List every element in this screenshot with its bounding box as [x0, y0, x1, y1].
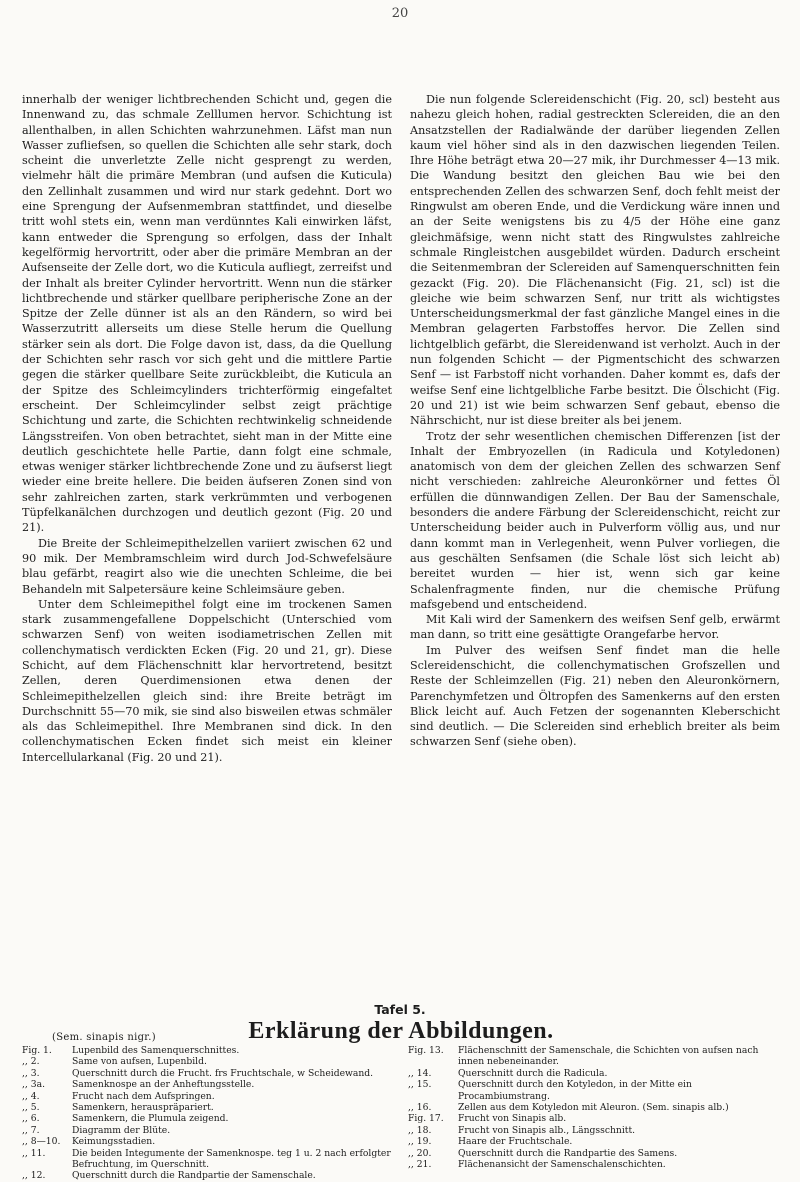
- plate-title: Erklärung der Abbildungen.: [248, 1018, 554, 1044]
- legend-entry-number: ,, 14.: [408, 1067, 432, 1079]
- legend-entry: [22, 1136, 394, 1147]
- legend-entry-number: ,, 8—10.: [22, 1136, 61, 1148]
- legend-entry-text: Keimungsstadien.: [72, 1136, 156, 1148]
- legend-entry-text: Frucht von Sinapis alb., Längsschnitt.: [458, 1124, 636, 1136]
- legend-entry-text: Samenkern, herauspräpariert.: [72, 1102, 214, 1114]
- page-number: 20: [391, 6, 409, 21]
- legend-entry-number: ,, 5.: [22, 1102, 40, 1114]
- legend-entry: [22, 1170, 394, 1181]
- plate-heading: Tafel 5.: [374, 1002, 426, 1017]
- body-text: [22, 92, 780, 765]
- legend-entry-number: ,, 2.: [22, 1056, 40, 1068]
- legend-entry: [408, 1148, 780, 1159]
- plate-subtitle: (Sem. sinapis nigr.): [52, 1032, 156, 1043]
- legend-entry-text: Flächenansicht der Samenschalenschichten.: [458, 1159, 666, 1171]
- legend-entry-text: Frucht nach dem Aufspringen.: [72, 1090, 215, 1102]
- legend-entry-text: Querschnitt durch die Randpartie des Samens.: [458, 1147, 678, 1159]
- legend-entry: [408, 1125, 780, 1136]
- legend-right-column: [408, 1045, 780, 1182]
- legend-entry-text: Querschnitt durch den Kotyledon, in der Mitte ein Procambiumstrang.: [458, 1079, 692, 1102]
- legend-entry-number: Fig. 13.: [408, 1045, 444, 1056]
- legend-entry: [22, 1045, 394, 1056]
- legend-entry-text: Flächenschnitt der Samenschale, die Schichten von aufsen nach innen nebeneinander.: [458, 1045, 759, 1068]
- legend-entry: [408, 1068, 780, 1079]
- legend-entry-number: ,, 16.: [408, 1102, 432, 1114]
- paragraph: Im Pulver des weifsen Senf findet man die helle Sclereidenschicht, die collenchymatischen Grofszellen und Reste der Schleimzellen (Fig. 21) neben den Aleuronkörnern, Parenchymfetzen und Öltropfen des Samenkerns auf den ersten Blick leicht auf. Auch Fetzen der sogenannten Kleberschicht sind deutlich. — Die Sclereiden sind erheblich breiter als beim schwarzen Senf (siehe oben).: [410, 643, 780, 749]
- paragraph: Unter dem Schleimepithel folgt eine im trockenen Samen stark zusammengefallene Doppelschicht (Unterschied vom schwarzen Senf) von weiten isodiametrischen Zellen mit collenchymatisch verdickten Ecken (Fig. 20 und 21, gr). Diese Schicht, auf dem Flächenschnitt klar hervortretend, besitzt Zellen, deren Querdimensionen etwa denen der Schleimepithelzellen gleich sind: ihre Breite beträgt im Durchschnitt 55—70 mik, sie sind also bisweilen etwas schmäler als das Schleimepithel. Ihre Membranen sind dick. In den collenchymatischen Ecken findet sich meist ein kleiner Intercellularkanal (Fig. 20 und 21).: [22, 597, 392, 764]
- legend-entry: [22, 1125, 394, 1136]
- legend-entry-number: ,, 11.: [22, 1147, 46, 1159]
- paragraph: Mit Kali wird der Samenkern des weifsen Senf gelb, erwärmt man dann, so tritt eine gesättigte Orangefarbe hervor.: [410, 613, 780, 642]
- legend-entry: [22, 1148, 394, 1171]
- legend-entry-number: ,, 20.: [408, 1147, 432, 1159]
- legend-entry: [408, 1102, 780, 1113]
- legend-left-column: [22, 1045, 394, 1182]
- legend-entry-number: ,, 21.: [408, 1159, 432, 1171]
- plate-title-row: [22, 1019, 780, 1045]
- legend-entry-number: ,, 3.: [22, 1067, 40, 1079]
- legend-entry-text: Haare der Fruchtschale.: [458, 1136, 573, 1148]
- legend-entry-number: ,, 6.: [22, 1113, 40, 1125]
- legend-entry-number: ,, 15.: [408, 1079, 432, 1091]
- legend-entry-number: ,, 4.: [22, 1090, 40, 1102]
- legend-entry: [408, 1159, 780, 1170]
- legend-entry-text: Same von aufsen, Lupenbild.: [72, 1056, 207, 1068]
- right-column: [410, 92, 780, 765]
- paragraph: Trotz der sehr wesentlichen chemischen Differenzen [ist der Inhalt der Embryozellen (in Radicula und Kotyledonen) anatomisch von dem der gleichen Zellen des schwarzen Senf nicht verschieden: zahlreiche Aleuronkörner und fettes Öl erfüllen die dünnwandigen Zellen. Der Bau der Samenschale, besonders die andere Färbung der Sclereidenschicht, reicht zur Unterscheidung beider auch in Pulverform völlig aus, und nur dann kommt man in Verlegenheit, wenn Pulver vorliegen, die aus geschälten Senfsamen (die Schale löst sich leicht ab) bereitet wurden — hier ist, wenn sich gar keine Schalenfragmente finden, nur die chemische Prüfung mafsgebend und entscheidend.: [410, 429, 780, 611]
- paragraph: Die Breite der Schleimepithelzellen variiert zwischen 62 und 90 mik. Der Membramschleim wird durch Jod-Schwefelsäure blau gefärbt, reagirt also wie die unechten Schleime, die bei Behandeln mit Salpetersäure keine Schleimsäure geben.: [22, 536, 392, 596]
- legend-entry: [22, 1079, 394, 1090]
- legend-entry-text: Die beiden Integumente der Samenknospe. teg 1 u. 2 nach erfolgter Befruchtung, im Querschnitt.: [72, 1147, 391, 1171]
- legend-entry-number: ,, 18.: [408, 1124, 432, 1136]
- legend-entry-text: Querschnitt durch die Frucht. frs Fruchtschale, w Scheidewand.: [72, 1067, 374, 1079]
- legend-entry-text: Samenknospe an der Anheftungsstelle.: [72, 1079, 255, 1091]
- legend-entry: [22, 1113, 394, 1124]
- legend-entry: [22, 1091, 394, 1102]
- paragraph: Die nun folgende Sclereidenschicht (Fig. 20, scl) besteht aus nahezu gleich hohen, radial gestreckten Sclereiden, die an den Ansatzstellen der Radialwände der darüber liegenden Zellen kaum viel höher sind als in den dazwischen liegenden Teilen. Ihre Höhe beträgt etwa 20—27 mik, ihr Durchmesser 4—13 mik. Die Wandung besitzt den gleichen Bau wie bei den entsprechenden Zellen des schwarzen Senf, doch fehlt meist der Ringwulst am oberen Ende, und die Verdickung wäre innen und an der Seite wenigstens bis zu 4/5 der Höhe eine ganz gleichmäfsige, wenn nicht statt des Ringwulstes zahlreiche schmale Ringleistchen ausgebildet würden. Dadurch erscheint die Seitenmembran der Sclereiden auf Samenquerschnitten fein gezackt (Fig. 20). Die Flächenansicht (Fig. 21, scl) ist die gleiche wie beim schwarzen Senf, nur tritt als wichtigstes Unterscheidungsmerkmal der fast gänzliche Mangel eines in die Membran gelagerten Farbstoffes hervor. Die Zellen sind lichtgelblich gefärbt, die Slereidenwand ist verholzt. Auch in der nun folgenden Schicht — der Pigmentschicht des schwarzen Senf — ist Farbstoff nicht vorhanden. Daher kommt es, dafs der weifse Senf eine lichtgelbliche Farbe besitzt. Die Ölschicht (Fig. 20 und 21) ist wie beim schwarzen Senf gebaut, ebenso die Nährschicht, nur ist diese breiter als bei jenem.: [410, 93, 780, 428]
- legend-entry-number: ,, 12.: [22, 1170, 46, 1182]
- legend-entry-text: Frucht von Sinapis alb.: [458, 1113, 567, 1125]
- legend-entry-text: Diagramm der Blüte.: [72, 1124, 171, 1136]
- legend-entry-text: Samenkern, die Plumula zeigend.: [72, 1113, 229, 1125]
- legend-entry-number: ,, 3a.: [22, 1079, 46, 1091]
- legend-entry-text: Querschnitt durch die Radicula.: [458, 1067, 608, 1079]
- legend-entry: [22, 1068, 394, 1079]
- left-column: [22, 92, 392, 765]
- legend-entry-number: ,, 7.: [22, 1124, 40, 1136]
- legend-entry-text: Zellen aus dem Kotyledon mit Aleuron. (Sem. sinapis alb.): [458, 1102, 729, 1114]
- figure-legend: [22, 1045, 780, 1182]
- legend-entry: [22, 1102, 394, 1113]
- legend-entry-number: Fig. 1.: [22, 1045, 52, 1056]
- legend-entry-text: Lupenbild des Samenquerschnittes.: [72, 1045, 240, 1056]
- legend-entry-text: Querschnitt durch die Randpartie der Samenschale.: [72, 1170, 316, 1182]
- legend-entry-number: Fig. 17.: [408, 1113, 444, 1125]
- legend-entry: [408, 1113, 780, 1124]
- legend-entry: [408, 1045, 780, 1068]
- paragraph: innerhalb der weniger lichtbrechenden Schicht und, gegen die Innenwand zu, das schmale Zelllumen hervor. Schichtung ist allenthalben, in allen Schichten wahrzunehmen. Läfst man nun Wasser zufliefsen, so quellen die Schichten alle sehr stark, doch scheint die unverletzte Zelle nicht gesprengt zu werden, vielmehr hält die primäre Membran (und aufsen die Kuticula) den Zellinhalt zusammen und wird nur stark gedehnt. Dort wo eine Sprengung der Aufsenmembran stattfindet, und dieselbe tritt wohl stets ein, wenn man verdünntes Kali einwirken läfst, kann entweder die Sprengung so erfolgen, dass der Inhalt kegelförmig hervortritt, oder aber die primäre Membran an der Aufsenseite der Zelle dort, wo die Kuticula aufliegt, zerreifst und der Inhalt als breiter Cylinder hervortritt. Wenn nun die stärker lichtbrechende und stärker quellbare peripherische Zone an der Spitze der Zelle dünner ist als an den Rändern, so wird bei Wasserzutritt allerseits um diese Stelle herum die Quellung stärker sein als dort. Die Folge davon ist, dass, da die Quellung der Schichten sehr rasch vor sich geht und die mittlere Partie gegen die stärker quellbare Seite zurückbleibt, die Kuticula an der Spitze des Schleimcylinders trichterförmig eingefaltet erscheint. Der Schleimcylinder selbst zeigt prächtige Schichtung und zarte, die Schichten rechtwinkelig schneidende Längsstreifen. Von oben betrachtet, sieht man in der Mitte eine deutlich geschichtete helle Partie, dann folgt eine schmale, etwas weniger stärker lichtbrechende Zone und zu äufserst liegt wieder eine breite hellere. Die beiden äufseren Zonen sind von sehr zahlreichen zarten, stark verkrümmten und verbogenen Tüpfelkanälchen durchzogen und deutlich gezont (Fig. 20 und 21).: [22, 93, 392, 535]
- legend-entry: [408, 1136, 780, 1147]
- legend-entry-number: ,, 19.: [408, 1136, 432, 1148]
- legend-entry: [22, 1056, 394, 1067]
- legend-entry: [408, 1079, 780, 1102]
